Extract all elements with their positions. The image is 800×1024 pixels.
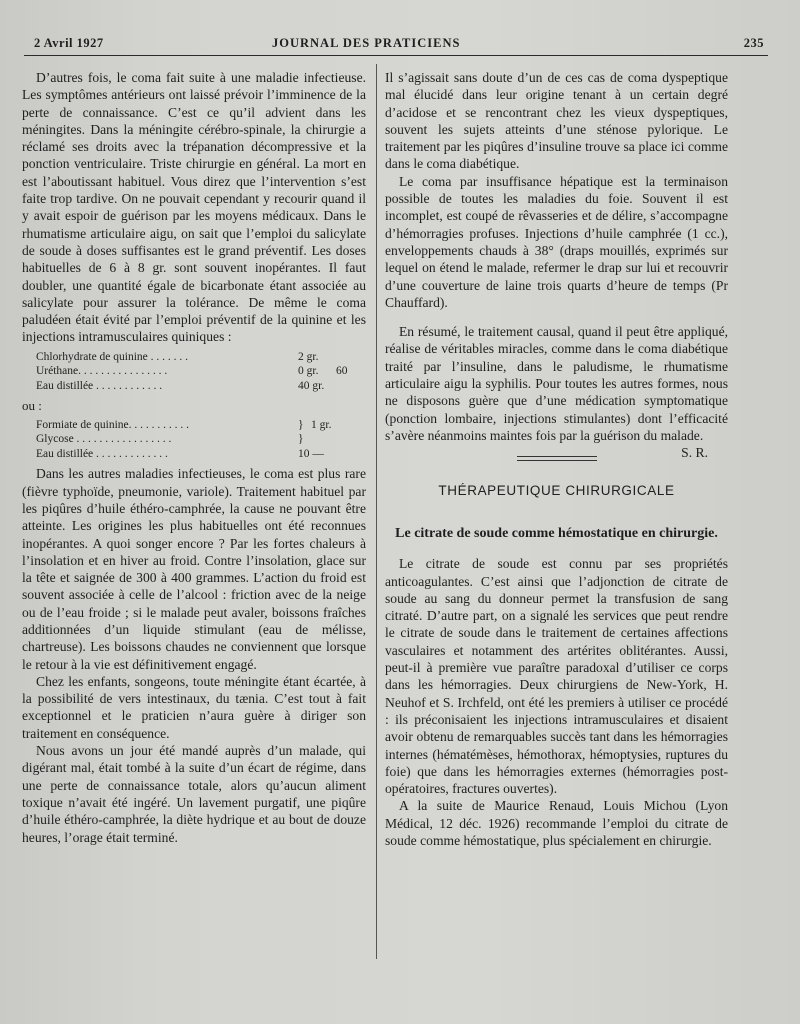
summary-text: En résumé, le traitement causal, quand il peut être appliqué, réalise de véritables miracles, comme dans le coma diabétique traité par l’insuline, dans le paludisme, le rhumatisme articulaire aigu la syphilis. Pour toutes les autres formes, nous ne disposons guère que d’une médication symptomatique (ponction lombaire, injections stimulantes) dont l’efficacité s’avère néanmoins maintes fois par la guérison du malade. [385,324,728,443]
ingredient-name: Uréthane. . . . . . . . . . . . . . . . [36,365,168,378]
right-paragraph-5: A la suite de Maurice Renaud, Louis Michou (Lyon Médical, 12 déc. 1926) recommande l’emploi du citrate de soude comme hémostatique, plus spécialement en chirurgie. [385,798,728,848]
prescription-row [36,418,366,433]
right-column [385,69,728,849]
ingredient-qty: 0 gr. [298,365,319,378]
article-title: Le citrate de soude comme hémostatique en chirurgie. [395,526,718,542]
ingredient-name: Eau distillée . . . . . . . . . . . . [36,379,163,392]
prescription-row [36,432,366,447]
section-divider [517,456,597,461]
ingredient-brace: } [298,418,304,431]
left-column [22,69,366,846]
header-rule [24,55,768,56]
column-divider [376,64,377,959]
prescription-2 [36,418,366,462]
ingredient-brace: } [298,433,304,446]
ingredient-qty-extra: 60 [336,365,348,378]
journal-title: JOURNAL DES PRATICIENS [272,36,461,50]
right-paragraph-3 [385,323,728,461]
right-paragraph-2: Le coma par insuffisance hépatique est la terminaison possible de toutes les maladies du foie. Souvent il est incomplet, est coupé de rêvasseries et de délire, s’accompagne d’hémorragies profuses. Injections d’huile camphrée (1 cc.), enveloppements chauds à 38° (draps mouillés, exprimés sur lequel on étend le malade, refermer le drap sur lui et recouvrir d’une couverture de laine trois quarts d’heure de temps (Pr Chauffard). [385,173,728,310]
header-date: 2 Avril 1927 [34,36,104,50]
left-paragraph-4: Nous avons un jour été mandé auprès d’un malade, qui digérant mal, était tombé à la suite d’un écart de régime, dans une perte de connaissance totale, alors qu’aucun aliment toxique n’avait été ingéré. Un lavement purgatif, une piqûre d’huile éthéro-camphrée, la diète hydrique et au bout de douze heures, l’orage était terminé. [22,743,366,845]
section-title: THÉRAPEUTIQUE CHIRURGICALE [438,483,675,499]
ingredient-name: Chlorhydrate de quinine . . . . . . . [36,350,189,363]
prescription-row [36,447,366,462]
ingredient-name: Formiate de quinine. . . . . . . . . . . [36,418,189,431]
right-paragraph-4: Le citrate de soude est connu par ses propriétés anticoagulantes. C’est ainsi que l’adjonction de citrate de soude au sang du donneur permet la transfusion de sang citraté. D’autre part, on a signalé les services que peut rendre le citrate de soude dans le traitement de certaines affections vasculaires et notamment des artérites oblitérantes. Aussi, peut-il à première vue paraître paradoxal d’utiliser ce corps dans les hémorragies. Deux chirurgiens de New-York, H. Neuhof et S. Irchfeld, ont été les premiers à utiliser ce procédé : ils préconisaient les injections intramusculaires et disaient avoir obtenu de remarquables succès tant dans les hémorragies internes (hématémèses, hémothorax, hémoptysies, ruptures du foie) que dans les hémorragies externes (hémorragies post-opératoires, fractures ouvertes). [385,556,728,797]
author-signature: S. R. [681,445,708,461]
ingredient-qty-extra: 1 gr. [311,418,332,431]
left-paragraph-1: D’autres fois, le coma fait suite à une maladie infectieuse. Les symptômes antérieurs ont laissé prévoir l’imminence de la perte de connaissance. C’est ce qu’il advient dans les méningites. Dans la méningite cérébro-spinale, la chirurgie a réclamé ses droits avec la trépanation décompressive et la ponction ventriculaire. Triste chirurgie en général. La mort en est l’aboutissant habituel. Vous direz que l’intervention s’est faite trop tardive. On ne pouvait cependant y recourir quand il y avait espoir de guérison par les moyens médicaux. Dans le rhumatisme articulaire aigu, on sait que l’emploi du salicylate de soude à doses suffisantes est le grand préventif. Les doses habituelles de 6 à 8 gr. sont souvent inopérantes. Il faut doubler, une quantité égale de bicarbonate étant associée au salicylate pour assurer la tolérance. De même le coma paludéen était évité par l’emploi préventif de la quinine et les injections intramusculaires quiniques : [22,70,366,345]
left-paragraph-3: Chez les enfants, songeons, toute méningite étant écartée, à la possibilité de vers intestinaux, du tænia. C’est tout à fait exceptionnel et le praticien n’aura guère à diriger son traitement en conséquence. [22,673,366,741]
ingredient-qty: 40 gr. [298,379,325,392]
ingredient-name: Glycose . . . . . . . . . . . . . . . . . [36,433,172,446]
left-paragraph-2: Dans les autres maladies infectieuses, le coma est plus rare (fièvre typhoïde, pneumonie, variole). Traitement habituel par les piqûres d’huile éthéro-camphrée, la cause ne pouvant être atteinte. Les origines les plus habituelles ont été reconnues inopérantes. A quoi songer encore ? Par les fortes chaleurs à l’insolation et en hiver au froid. Contre l’insolation, glace sur la tête et saignée de 300 à 400 grammes. L’action du froid est souvent associée à celle de l’alcool : friction avec de la neige ou de l’eau froide ; si le malade peut avaler, boissons fraîches additionnées d’un liquide stimulant (eau de mélisse, chartreuse). Les boissons chaudes ne conviennent que lorsque le retour à la vie est définitivement engagé. [22,466,366,672]
ingredient-qty: 10 — [298,447,324,460]
ingredient-qty: 2 gr. [298,350,319,363]
page-number: 235 [743,36,764,50]
prescription-row [36,379,366,394]
prescription-row [36,350,366,365]
prescription-1 [36,350,366,394]
prescription-row [36,364,366,379]
page-header [34,34,764,54]
right-paragraph-1: Il s’agissait sans doute d’un de ces cas de coma dyspeptique mal élucidé dans leur origine tenant à un certain degré d’acidose et se rencontrant chez les vieux dyspeptiques, souvent les sujets atteints d’une sténose pylorique. Le traitement par les piqûres d’insuline trouve sa place ici comme dans le coma diabétique. [385,70,728,172]
alternative-label: ou : [22,397,42,413]
ingredient-name: Eau distillée . . . . . . . . . . . . . [36,447,168,460]
